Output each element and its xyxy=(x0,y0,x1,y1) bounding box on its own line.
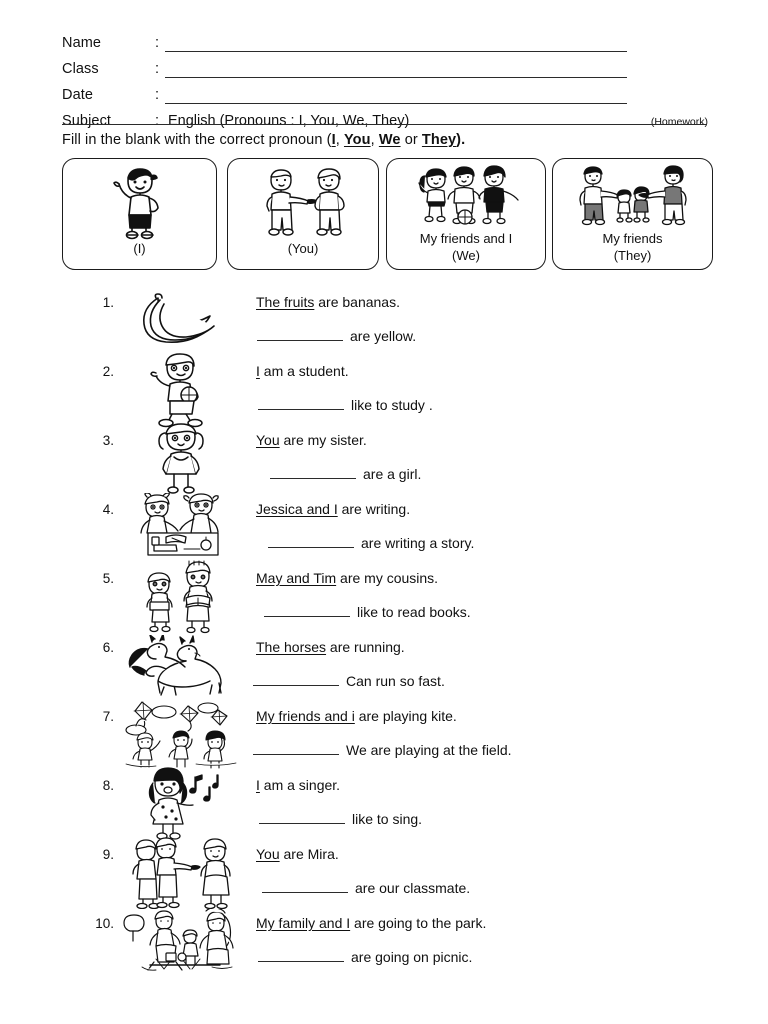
instruction-prefix: Fill in the blank with the correct pronoun ( xyxy=(62,132,332,148)
question-sentence xyxy=(256,776,340,795)
pronoun-box-you xyxy=(227,158,379,270)
question-answer-line xyxy=(262,879,470,898)
question-sentence-rest: am a student. xyxy=(259,363,349,379)
answer-blank[interactable] xyxy=(258,396,344,410)
answer-blank[interactable] xyxy=(268,534,354,548)
question-row xyxy=(0,424,768,493)
question-sentence-rest: are bananas. xyxy=(314,294,400,310)
girl-singing-icon xyxy=(118,769,243,838)
question-answer-line xyxy=(258,948,472,967)
answer-rest: are our classmate. xyxy=(355,880,471,896)
question-number: 2. xyxy=(102,364,114,379)
answer-blank[interactable] xyxy=(253,672,339,686)
instruction-pronoun-they: They xyxy=(421,132,457,148)
question-number: 5. xyxy=(102,571,114,586)
two-horses-running-icon xyxy=(118,631,243,700)
question-row xyxy=(0,355,768,424)
answer-blank[interactable] xyxy=(258,948,344,962)
question-row xyxy=(0,286,768,355)
question-subject: Jessica and I xyxy=(256,501,338,517)
question-row xyxy=(0,769,768,838)
question-row xyxy=(0,700,768,769)
answer-blank[interactable] xyxy=(264,603,350,617)
question-number: 7. xyxy=(102,709,114,724)
pronoun-box-they-caption-line1: My friends xyxy=(602,231,663,246)
field-colon-class: : xyxy=(155,61,160,77)
name-write-line[interactable] xyxy=(165,34,627,52)
pronoun-example-boxes xyxy=(62,158,713,270)
question-sentence xyxy=(256,431,367,450)
question-subject: My friends and i xyxy=(256,708,355,724)
answer-blank[interactable] xyxy=(262,879,348,893)
instruction-pronoun-we: We xyxy=(378,132,401,148)
question-sentence xyxy=(256,638,405,657)
worksheet-header xyxy=(62,26,708,130)
question-row xyxy=(0,838,768,907)
boy-and-girl-reading-icon xyxy=(118,562,243,631)
answer-rest: like to study . xyxy=(351,397,433,413)
children-talking-icon xyxy=(118,838,243,907)
question-subject: The fruits xyxy=(256,294,315,310)
three-children-with-ball-icon xyxy=(387,163,545,231)
question-number: 8. xyxy=(102,778,114,793)
question-subject: The horses xyxy=(256,639,327,655)
question-number: 6. xyxy=(102,640,114,655)
header-field-subject xyxy=(62,104,708,130)
question-row xyxy=(0,907,768,976)
instruction-line xyxy=(62,131,465,150)
answer-rest: are going on picnic. xyxy=(351,949,473,965)
answer-blank[interactable] xyxy=(253,741,339,755)
instruction-pronoun-i: I xyxy=(331,132,336,148)
question-subject: May and Tim xyxy=(256,570,337,586)
question-sentence-rest: are running. xyxy=(326,639,405,655)
answer-rest: are writing a story. xyxy=(361,535,475,551)
question-answer-line xyxy=(253,741,512,760)
question-sentence-rest: are my cousins. xyxy=(336,570,439,586)
question-sentence-rest: are writing. xyxy=(337,501,411,517)
pronoun-box-they xyxy=(552,158,713,270)
answer-rest: like to read books. xyxy=(357,604,471,620)
question-number: 4. xyxy=(102,502,114,517)
boy-with-ball-icon xyxy=(118,355,243,424)
answer-blank[interactable] xyxy=(257,327,343,341)
field-colon-subject: : xyxy=(155,113,160,129)
question-number: 1. xyxy=(102,295,114,310)
field-colon-date: : xyxy=(155,87,160,103)
question-sentence xyxy=(256,362,349,381)
pronoun-box-we xyxy=(386,158,546,270)
question-sentence xyxy=(256,500,410,519)
question-row xyxy=(0,631,768,700)
question-subject: I xyxy=(256,363,260,379)
question-sentence xyxy=(256,569,438,588)
question-number: 9. xyxy=(102,847,114,862)
bananas-icon xyxy=(118,286,243,355)
answer-rest: like to sing. xyxy=(352,811,423,827)
question-answer-line xyxy=(270,465,421,484)
header-field-class xyxy=(62,52,708,78)
question-sentence xyxy=(256,845,339,864)
question-subject: I xyxy=(256,777,260,793)
pronoun-box-you-caption: (You) xyxy=(287,241,319,256)
answer-blank[interactable] xyxy=(259,810,345,824)
subject-value: English (Pronouns : I, You, We, They) xyxy=(168,113,410,129)
family-picnic-icon xyxy=(118,907,243,976)
question-answer-line xyxy=(257,327,416,346)
answer-rest: are a girl. xyxy=(363,466,422,482)
question-answer-line xyxy=(264,603,471,622)
question-number: 10. xyxy=(95,916,114,931)
question-row xyxy=(0,493,768,562)
answer-rest: Can run so fast. xyxy=(346,673,445,689)
question-list xyxy=(0,286,768,976)
pronoun-box-i xyxy=(62,158,217,270)
girl-standing-icon xyxy=(118,424,243,493)
answer-rest: We are playing at the field. xyxy=(346,742,512,758)
boy-waving-icon xyxy=(63,163,216,241)
question-subject: You xyxy=(256,432,280,448)
instruction-suffix: ). xyxy=(456,132,466,148)
instruction-pronoun-you: You xyxy=(343,132,371,148)
question-sentence-rest: are Mira. xyxy=(279,846,339,862)
instruction-conjunction: or xyxy=(400,132,422,148)
instruction-sep-2: , xyxy=(370,132,379,148)
class-write-line[interactable] xyxy=(165,60,627,78)
question-answer-line xyxy=(258,396,433,415)
field-label-subject: Subject xyxy=(62,113,112,129)
two-girls-writing-icon xyxy=(118,493,243,562)
header-separator-rule xyxy=(62,124,707,125)
question-answer-line xyxy=(259,810,422,829)
instruction-sep-1: , xyxy=(335,132,344,148)
question-sentence xyxy=(256,914,486,933)
pronoun-box-i-caption: (I) xyxy=(133,241,146,256)
field-label-name: Name xyxy=(62,35,102,51)
adults-pointing-at-children-icon xyxy=(553,163,712,231)
question-subject: My family and I xyxy=(256,915,351,931)
question-sentence-rest: are my sister. xyxy=(279,432,367,448)
field-colon-name: : xyxy=(155,35,160,51)
header-field-date xyxy=(62,78,708,104)
question-answer-line xyxy=(253,672,445,691)
children-flying-kites-icon xyxy=(118,700,243,769)
question-subject: You xyxy=(256,846,280,862)
question-answer-line xyxy=(268,534,474,553)
question-row xyxy=(0,562,768,631)
pronoun-box-they-caption-line2: (They) xyxy=(613,247,652,263)
field-label-class: Class xyxy=(62,61,99,77)
question-sentence xyxy=(256,707,457,726)
pronoun-box-we-caption-line1: My friends and I xyxy=(419,231,513,246)
answer-rest: are yellow. xyxy=(350,328,417,344)
field-label-date: Date xyxy=(62,87,94,103)
header-field-name xyxy=(62,26,708,52)
question-sentence xyxy=(256,293,400,312)
question-sentence-rest: are playing kite. xyxy=(354,708,457,724)
two-people-pointing-icon xyxy=(228,163,378,241)
pronoun-box-we-caption-line2: (We) xyxy=(452,247,480,263)
answer-blank[interactable] xyxy=(270,465,356,479)
homework-note: (Homework) xyxy=(650,116,708,128)
question-number: 3. xyxy=(102,433,114,448)
question-sentence-rest: am a singer. xyxy=(259,777,341,793)
date-write-line[interactable] xyxy=(165,86,627,104)
question-sentence-rest: are going to the park. xyxy=(350,915,487,931)
